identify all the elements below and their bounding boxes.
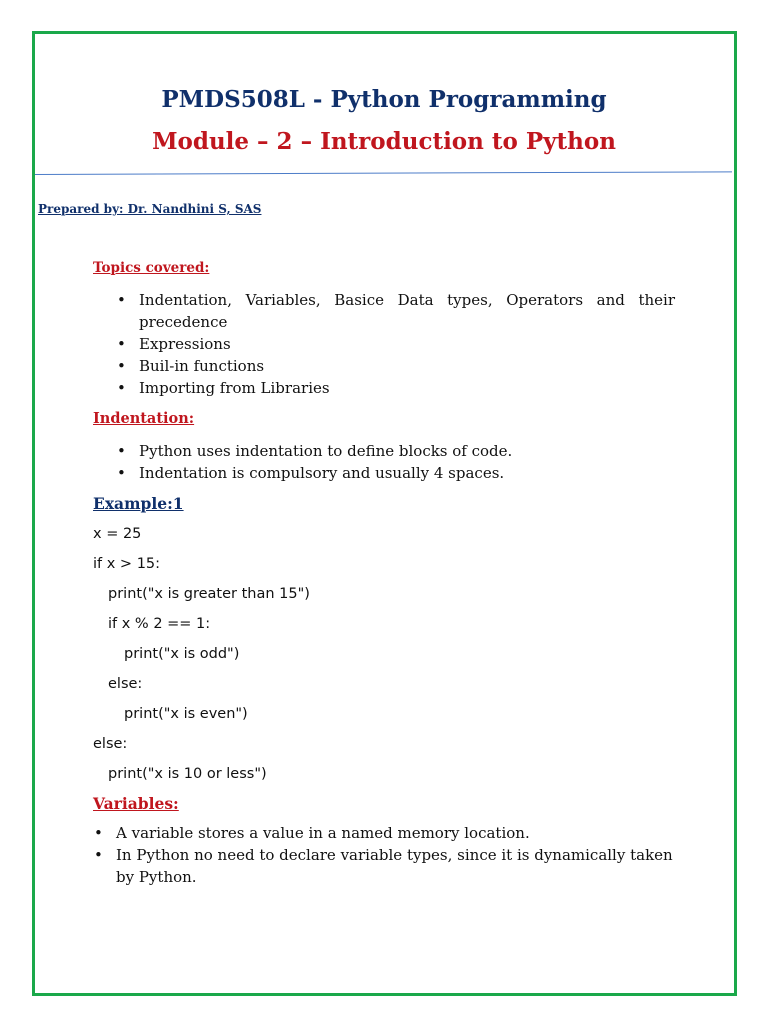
code-line: print("x is 10 or less") [108, 766, 267, 782]
course-title: PMDS508L - Python Programming [161, 86, 607, 113]
list-item: • Python uses indentation to define blocks of code. [117, 442, 513, 460]
list-item: • Indentation is compulsory and usually 4 spaces. [117, 464, 505, 482]
variables-list [94, 822, 686, 888]
example-heading: Example:1 [93, 494, 184, 513]
list-item: • Buil-in functions [117, 357, 265, 375]
code-line: x = 25 [93, 526, 142, 542]
code-line: print("x is greater than 15") [108, 586, 310, 602]
indentation-heading: Indentation: [93, 410, 195, 427]
code-line: else: [108, 676, 143, 692]
code-line: print("x is even") [124, 706, 248, 722]
prepared-by: Prepared by: Dr. Nandhini S, SAS [38, 202, 262, 216]
topics-heading: Topics covered: [93, 260, 210, 276]
list-item: • Importing from Libraries [117, 379, 330, 397]
list-item: • Indentation, Variables, Basice Data types, Operators and their precedence [117, 291, 675, 331]
indentation-list [117, 440, 699, 484]
code-line: if x % 2 == 1: [108, 616, 211, 632]
code-line: print("x is odd") [124, 646, 240, 662]
list-item: • A variable stores a value in a named memory location. [94, 824, 530, 842]
code-line: if x > 15: [93, 556, 161, 572]
module-title: Module – 2 – Introduction to Python [152, 128, 616, 155]
topics-list [117, 289, 675, 399]
list-item: • Expressions [117, 335, 231, 353]
list-item: • In Python no need to declare variable types, since it is dynamically taken by Python. [94, 846, 673, 886]
variables-heading: Variables: [93, 794, 179, 813]
code-line: else: [93, 736, 128, 752]
